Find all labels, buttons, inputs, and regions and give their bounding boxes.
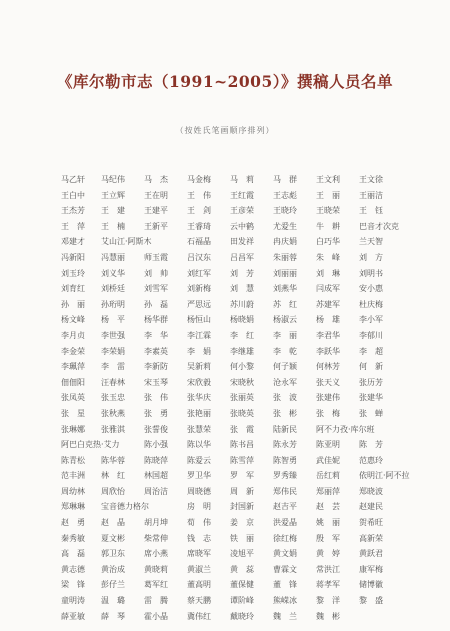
name-cell: 常洪江: [316, 564, 340, 574]
name-cell: 董 锋: [273, 580, 297, 590]
names-row: [61, 515, 401, 531]
name-cell: 刘丽丽: [273, 268, 297, 278]
name-cell: 孙 磊: [144, 299, 168, 309]
name-cell: 范丰洲: [61, 471, 85, 481]
name-cell: 吴新莉: [187, 362, 211, 372]
name-cell: 苏 红: [273, 299, 297, 309]
names-row: [61, 375, 401, 391]
name-cell: 阿巴白克热·艾力: [61, 440, 120, 450]
name-cell: 周 新: [230, 486, 254, 496]
name-cell: 王文徐: [359, 175, 383, 184]
name-cell: 刘 琳: [316, 268, 340, 278]
name-cell: 李继雄: [230, 346, 254, 356]
name-cell: 陈以华: [187, 440, 211, 450]
name-cell: 董高明: [187, 580, 211, 590]
name-cell: 李 华: [144, 330, 168, 340]
name-cell: 黄 婷: [316, 549, 340, 559]
name-cell: 席晓军: [187, 549, 211, 559]
name-cell: 依明江·阿不拉: [359, 471, 410, 481]
names-row: [61, 593, 401, 609]
name-cell: 刘 帅: [144, 268, 168, 278]
name-cell: 武佳妮: [316, 455, 340, 465]
name-cell: 王睿琦: [187, 221, 211, 231]
name-cell: 刘玉玲: [61, 268, 85, 278]
names-row: [61, 468, 410, 484]
name-cell: 杨晓娟: [230, 315, 254, 325]
name-cell: 何林芳: [316, 362, 340, 372]
name-cell: 汪春林: [101, 377, 125, 387]
name-cell: 何子颖: [273, 362, 297, 372]
name-cell: 张 勇: [144, 408, 168, 418]
name-cell: 吕汉东: [187, 252, 211, 262]
name-cell: 王新平: [144, 221, 168, 231]
names-row: [61, 609, 401, 625]
name-cell: 孙 丽: [61, 299, 85, 309]
name-cell: 王立辉: [101, 190, 125, 200]
name-cell: 高 磊: [61, 549, 85, 559]
name-cell: 王文利: [316, 175, 340, 184]
name-cell: 李世强: [101, 330, 125, 340]
name-cell: 李 娟: [187, 346, 211, 356]
name-cell: 王 建: [101, 206, 125, 216]
name-cell: 郑伟民: [273, 486, 297, 496]
name-cell: 闫成军: [316, 284, 340, 294]
names-row: [61, 422, 401, 438]
names-row: [61, 234, 401, 250]
name-cell: 胡月坤: [144, 518, 168, 528]
name-cell: 陈小强: [144, 440, 168, 450]
name-cell: 王志彪: [273, 190, 297, 200]
name-cell: 孙珩明: [101, 299, 125, 309]
name-cell: 罗卫华: [187, 471, 211, 481]
name-cell: 王 萍: [61, 221, 85, 231]
name-cell: 席小燕: [144, 549, 168, 559]
name-cell: 霍小晶: [144, 611, 168, 621]
name-cell: 夏文彬: [101, 533, 125, 543]
name-cell: 魏 彬: [316, 611, 340, 621]
name-cell: 赵 晶: [101, 518, 125, 528]
name-cell: 温 璐: [101, 596, 125, 606]
name-cell: 张 蝉: [359, 408, 383, 418]
name-cell: 刘 慧: [230, 284, 254, 294]
name-cell: 冯新阳: [61, 252, 85, 262]
name-cell: 黄志德: [61, 564, 85, 574]
name-cell: 黄 蕊: [230, 564, 254, 574]
name-cell: 李郁川: [359, 330, 383, 340]
name-cell: 梁 锋: [61, 580, 85, 590]
name-cell: 徐红梅: [273, 533, 297, 543]
name-cell: 王建平: [144, 206, 168, 216]
name-cell: 沧永军: [273, 377, 297, 387]
name-cell: 彭仔兰: [101, 580, 125, 590]
name-cell: 杨 雄: [316, 315, 340, 325]
name-cell: 李珮萍: [61, 362, 85, 372]
name-cell: 刘桥廷: [101, 284, 125, 294]
name-cell: 王 楠: [101, 221, 125, 231]
names-row: [61, 172, 401, 188]
name-cell: 白巧华: [316, 237, 340, 247]
name-cell: 蒋孝军: [316, 580, 340, 590]
name-cell: 黄治成: [101, 564, 125, 574]
name-cell: 陈永芳: [273, 440, 297, 450]
name-cell: 姜 京: [230, 518, 254, 528]
name-cell: 储博徽: [359, 580, 383, 590]
name-cell: 杨淑云: [273, 315, 297, 325]
name-cell: 张慧荣: [187, 424, 211, 434]
name-cell: 戴晓玲: [230, 611, 254, 621]
name-cell: 张华庆: [187, 393, 211, 403]
name-cell: 铁 丽: [230, 533, 254, 543]
name-cell: 钱 志: [187, 533, 211, 543]
name-cell: 张雅淇: [101, 424, 125, 434]
name-cell: 王红霞: [230, 190, 254, 200]
name-cell: 马纪伟: [101, 175, 125, 184]
name-cell: 周治洁: [144, 486, 168, 496]
name-cell: 邓建才: [61, 237, 85, 247]
name-cell: 李 红: [230, 330, 254, 340]
name-cell: 张 彬: [273, 408, 297, 418]
name-cell: 陈爱云: [187, 455, 211, 465]
name-cell: 李江霖: [187, 330, 211, 340]
name-cell: 杨 平: [101, 315, 125, 325]
name-cell: 魏 兰: [273, 611, 297, 621]
name-cell: 王丽洁: [359, 190, 383, 200]
name-cell: 宝音德力格尔: [101, 502, 149, 512]
name-cell: 宋玉琴: [144, 377, 168, 387]
name-cell: 郑琳琳: [61, 502, 85, 512]
names-row: [61, 250, 401, 266]
name-cell: 李小军: [359, 315, 383, 325]
name-cell: 王 剑: [187, 206, 211, 216]
name-cell: 兰天智: [359, 237, 383, 247]
name-cell: 巴音才次克: [359, 221, 399, 231]
name-cell: 凌旭平: [230, 549, 254, 559]
name-cell: 苏建军: [316, 299, 340, 309]
names-row: [61, 531, 401, 547]
name-cell: 薛亚敏: [61, 611, 85, 621]
name-cell: 冀伟红: [187, 611, 211, 621]
names-row: [61, 437, 401, 453]
name-cell: 张建伟: [316, 393, 340, 403]
names-row: [61, 266, 401, 282]
name-cell: 刘育红: [61, 284, 85, 294]
name-cell: 张 伟: [144, 393, 168, 403]
name-cell: 陈雪萍: [230, 455, 254, 465]
name-cell: 刘 芳: [230, 268, 254, 278]
name-cell: 陈亚明: [316, 440, 340, 450]
name-cell: 王白中: [61, 190, 85, 200]
name-cell: 李金荣: [61, 346, 85, 356]
name-cell: 尤爱生: [273, 221, 297, 231]
name-cell: 李素英: [144, 346, 168, 356]
name-cell: 洪爱晶: [273, 518, 297, 528]
name-cell: 张凤英: [61, 393, 85, 403]
name-cell: 林国超: [144, 471, 168, 481]
name-cell: 房 明: [187, 502, 211, 512]
name-cell: 黄晓莉: [144, 564, 168, 574]
name-cell: 贺希旺: [359, 518, 383, 528]
name-cell: 王晓荣: [316, 206, 340, 216]
name-cell: 封国新: [230, 502, 254, 512]
name-cell: 刘 方: [359, 252, 383, 262]
name-cell: 高新荣: [359, 533, 383, 543]
name-cell: 周幼林: [61, 486, 85, 496]
name-cell: 宋晓秋: [230, 377, 254, 387]
names-row: [61, 577, 401, 593]
name-cell: 吕昌军: [230, 252, 254, 262]
name-cell: 陈青松: [61, 455, 85, 465]
name-cell: 李 丽: [273, 330, 297, 340]
name-cell: 杜庆梅: [359, 299, 383, 309]
name-cell: 张丽英: [230, 393, 254, 403]
name-cell: 张晓英: [230, 408, 254, 418]
name-cell: 何小黎: [230, 362, 254, 372]
name-cell: 佃佃阳: [61, 377, 85, 387]
name-cell: 刘红军: [187, 268, 211, 278]
name-cell: 黄跃君: [359, 549, 383, 559]
name-cell: 石福晶: [187, 237, 211, 247]
names-row: [61, 484, 401, 500]
name-cell: 张艳丽: [187, 408, 211, 418]
name-cell: 张 星: [61, 408, 85, 418]
name-cell: 阿不力孜·库尔班: [316, 424, 375, 434]
name-cell: 陈晓萍: [144, 455, 168, 465]
name-cell: 李荣娟: [101, 346, 125, 356]
name-cell: 张建华: [359, 393, 383, 403]
name-cell: 刘新梅: [187, 284, 211, 294]
names-row: [61, 219, 401, 235]
name-cell: 李 超: [359, 346, 383, 356]
name-cell: 赵 芸: [316, 502, 340, 512]
name-cell: 陈华蓉: [101, 455, 125, 465]
names-table: [61, 172, 410, 624]
name-cell: 马 莉: [230, 175, 254, 184]
name-cell: 朱 峰: [316, 252, 340, 262]
names-row: [61, 406, 401, 422]
name-cell: 薛 琴: [101, 611, 125, 621]
name-cell: 艾山江·阿斯木: [101, 237, 152, 247]
name-cell: 张秋燕: [101, 408, 125, 418]
names-row: [61, 188, 401, 204]
name-cell: 冯慧丽: [101, 252, 125, 262]
name-cell: 黎 洋: [316, 596, 340, 606]
name-cell: 苏川蔚: [230, 299, 254, 309]
name-cell: 罗 军: [230, 471, 254, 481]
name-cell: 张誓俊: [144, 424, 168, 434]
name-cell: 岳红莉: [316, 471, 340, 481]
name-cell: 赵吉平: [273, 502, 297, 512]
names-row: [61, 203, 401, 219]
names-row: [61, 328, 401, 344]
name-cell: 童明涛: [61, 596, 85, 606]
name-cell: 荀 伟: [187, 518, 211, 528]
name-cell: 张 霞: [230, 424, 254, 434]
name-cell: 朱丽蓉: [273, 252, 297, 262]
page-title: 《库尔勒市志（1991~2005）》撰稿人员名单: [56, 72, 394, 91]
name-cell: 安小惠: [359, 284, 383, 294]
name-cell: 师玉霞: [144, 252, 168, 262]
name-cell: 李月贞: [61, 330, 85, 340]
name-cell: 秦秀敏: [61, 533, 85, 543]
name-cell: 张天义: [316, 377, 340, 387]
page-subtitle: （按姓氏笔画顺序排列）: [175, 126, 275, 135]
name-cell: 田发祥: [230, 237, 254, 247]
name-cell: 王 钰: [359, 206, 383, 216]
name-cell: 牛 耕: [316, 221, 340, 231]
name-cell: 李 雷: [101, 362, 125, 372]
name-cell: 郭卫东: [101, 549, 125, 559]
name-cell: 李跃华: [316, 346, 340, 356]
name-cell: 柴常伸: [144, 533, 168, 543]
name-cell: 黄淑兰: [187, 564, 211, 574]
name-cell: 王在明: [144, 190, 168, 200]
name-cell: 周晓德: [187, 486, 211, 496]
name-cell: 林 红: [101, 471, 125, 481]
name-cell: 张玉忠: [101, 393, 125, 403]
name-cell: 葛军红: [144, 580, 168, 590]
name-cell: 康军梅: [359, 564, 383, 574]
names-row: [61, 562, 401, 578]
name-cell: 杨华群: [144, 315, 168, 325]
name-cell: 王 丽: [316, 190, 340, 200]
name-cell: 严思远: [187, 299, 211, 309]
name-cell: 罗秀臻: [273, 471, 297, 481]
name-cell: 何 新: [359, 362, 383, 372]
names-row: [61, 359, 401, 375]
name-cell: 张琳娜: [61, 424, 85, 434]
name-cell: 张历芳: [359, 377, 383, 387]
name-cell: 殷 军: [316, 533, 340, 543]
names-row: [61, 344, 401, 360]
name-cell: 李新防: [144, 362, 168, 372]
name-cell: 刘燕华: [273, 284, 297, 294]
names-row: [61, 312, 401, 328]
name-cell: 李 乾: [273, 346, 297, 356]
name-cell: 郑晓波: [359, 486, 383, 496]
name-cell: 刘雪军: [144, 284, 168, 294]
name-cell: 马金梅: [187, 175, 211, 184]
name-cell: 宋欣毅: [187, 377, 211, 387]
name-cell: 张 梅: [316, 408, 340, 418]
names-row: [61, 453, 401, 469]
name-cell: 熊嵘冰: [273, 596, 297, 606]
name-cell: 曹霖文: [273, 564, 297, 574]
name-cell: 陈书昌: [230, 440, 254, 450]
name-cell: 云中鹤: [230, 221, 254, 231]
name-cell: 杨恒山: [187, 315, 211, 325]
name-cell: 范惠玲: [359, 455, 383, 465]
name-cell: 杨文峰: [61, 315, 85, 325]
name-cell: 王 伟: [187, 190, 211, 200]
name-cell: 赵建民: [359, 502, 383, 512]
name-cell: 姚 丽: [316, 518, 340, 528]
name-cell: 陈智勇: [273, 455, 297, 465]
name-cell: 赵 勇: [61, 518, 85, 528]
name-cell: 雷 腾: [144, 596, 168, 606]
name-cell: 黎 盛: [359, 596, 383, 606]
name-cell: 周欣怡: [101, 486, 125, 496]
name-cell: 陆新民: [273, 424, 297, 434]
names-row: [61, 297, 401, 313]
name-cell: 王晓玲: [273, 206, 297, 216]
names-row: [61, 281, 401, 297]
name-cell: 马 群: [273, 175, 297, 184]
name-cell: 王杰芳: [61, 206, 85, 216]
names-row: [61, 390, 401, 406]
name-cell: 郑丽萍: [316, 486, 340, 496]
name-cell: 马 杰: [144, 175, 168, 184]
name-cell: 黄文娟: [273, 549, 297, 559]
name-cell: 谭阶峰: [230, 596, 254, 606]
name-cell: 冉庆娟: [273, 237, 297, 247]
name-cell: 刘义华: [101, 268, 125, 278]
name-cell: 李君华: [316, 330, 340, 340]
name-cell: 马乙轩: [61, 175, 85, 184]
name-cell: 蔡天鹏: [187, 596, 211, 606]
names-row: [61, 546, 401, 562]
name-cell: 刘明书: [359, 268, 383, 278]
names-row: [61, 499, 401, 515]
name-cell: 王彦荣: [230, 206, 254, 216]
name-cell: 陈 芳: [359, 440, 383, 450]
name-cell: 张 波: [273, 393, 297, 403]
name-cell: 董保健: [230, 580, 254, 590]
